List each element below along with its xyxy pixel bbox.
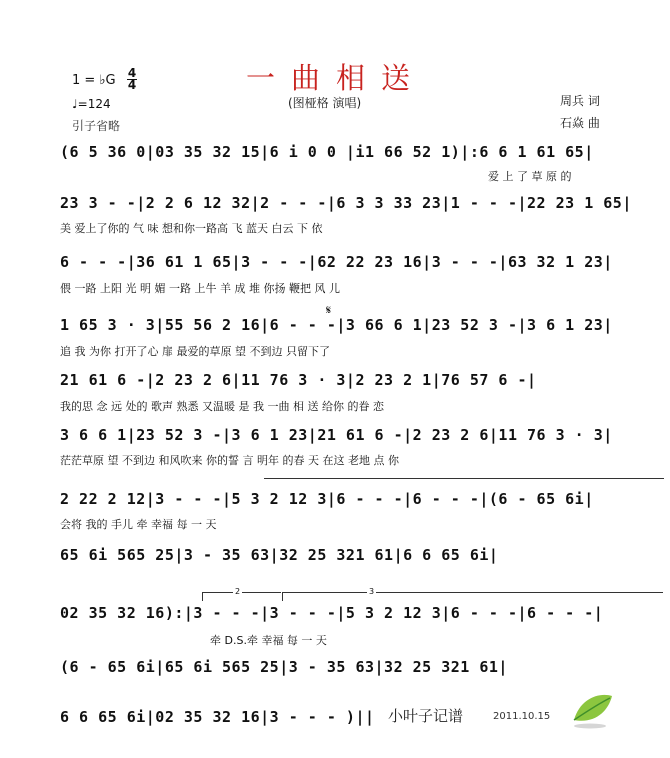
score-line-10: (6 - 65 6i|65 6i 565 25|3 - 35 63|32 25 321 61| xyxy=(60,658,508,676)
score-line-2: 23 3 - -|2 2 6 12 32|2 - - -|6 3 3 33 23|1 - - -|22 23 1 65| xyxy=(60,194,632,212)
score-line-5: 21 61 6 -|2 23 2 6|11 76 3 · 3|2 23 2 1|76 57 6 -| xyxy=(60,371,537,389)
song-title: 一曲相送 xyxy=(246,61,427,95)
lyricist-credit: 周兵 词 xyxy=(560,94,600,108)
score-line-7: 2 22 2 12|3 - - -|5 3 2 12 3|6 - - -|6 - - -|(6 - 65 6i| xyxy=(60,490,594,508)
lyric-line-6: 茫茫草原 望 不到边 和风吹来 你的誓 言 明年 的春 天 在这 老地 点 你 xyxy=(60,454,399,467)
segno-sign: 𝄋 xyxy=(326,303,332,317)
time-signature xyxy=(127,68,137,91)
lyric-line-5: 我的思 念 远 处的 歌声 熟悉 又温暖 是 我 一曲 相 送 给你 的眷 恋 xyxy=(60,400,384,413)
ending-bracket xyxy=(264,478,664,487)
meter-top: 4 xyxy=(127,66,137,80)
score-line-8: 65 6i 565 25|3 - 35 63|32 25 321 61|6 6 65 6i| xyxy=(60,546,499,564)
transcription-date: 2011.10.15 xyxy=(493,711,551,722)
lyric-line-2: 美 爱上了你的 气 味 想和你一路高 飞 蓝天 白云 下 依 xyxy=(60,222,323,235)
composer-credit: 石焱 曲 xyxy=(560,116,600,130)
lyric-line-4: 追 我 为你 打开了心 扉 最爱的草原 望 不到边 只留下了 xyxy=(60,345,330,358)
lyric-line-1: 爱 上 了 草 原 的 xyxy=(488,170,572,183)
score-line-3: 6 - - -|36 61 1 65|3 - - -|62 22 23 16|3 - - -|63 32 1 23| xyxy=(60,253,613,271)
volta-3-bracket xyxy=(282,587,663,601)
volta-2-bracket xyxy=(202,587,281,601)
meter-bottom: 4 xyxy=(127,78,137,92)
score-line-4: 1 65 3 · 3|55 56 2 16|6 - - -|3 66 6 1|23 52 3 -|3 6 1 23| xyxy=(60,316,613,334)
volta-3-label: 3 xyxy=(369,587,375,596)
leaf-logo-icon xyxy=(570,690,616,730)
volta-2-label: 2 xyxy=(235,587,241,596)
tempo-marking: ♩=124 xyxy=(72,97,111,111)
lyric-line-9: 牵 D.S.牵 幸福 每 一 天 xyxy=(210,634,327,647)
score-line-6: 3 6 6 1|23 52 3 -|3 6 1 23|21 61 6 -|2 23 2 6|11 76 3 · 3| xyxy=(60,426,613,444)
transcriber-signature: 小叶子记谱 xyxy=(388,707,464,725)
score-line-1: (6 5 36 0|03 35 32 15|6 i 0 0 |i1 66 52 1)|:6 6 1 61 65| xyxy=(60,143,594,161)
lyric-line-3: 偎 一路 上阳 光 明 媚 一路 上牛 羊 成 堆 你扬 鞭把 风 儿 xyxy=(60,282,340,295)
performer-credit: (图桠格 演唱) xyxy=(288,96,362,110)
leaf-shadow xyxy=(574,724,606,729)
lyric-line-7: 会将 我的 手儿 牵 幸福 每 一 天 xyxy=(60,518,217,531)
score-line-11: 6 6 65 6i|02 35 32 16|3 - - - )|| xyxy=(60,708,375,726)
score-line-9: 02 35 32 16):|3 - - -|3 - - -|5 3 2 12 3|6 - - -|6 - - -| xyxy=(60,604,604,622)
prelude-note: 引子省略 xyxy=(72,119,121,133)
key-signature: 1 = ♭G xyxy=(72,73,116,88)
